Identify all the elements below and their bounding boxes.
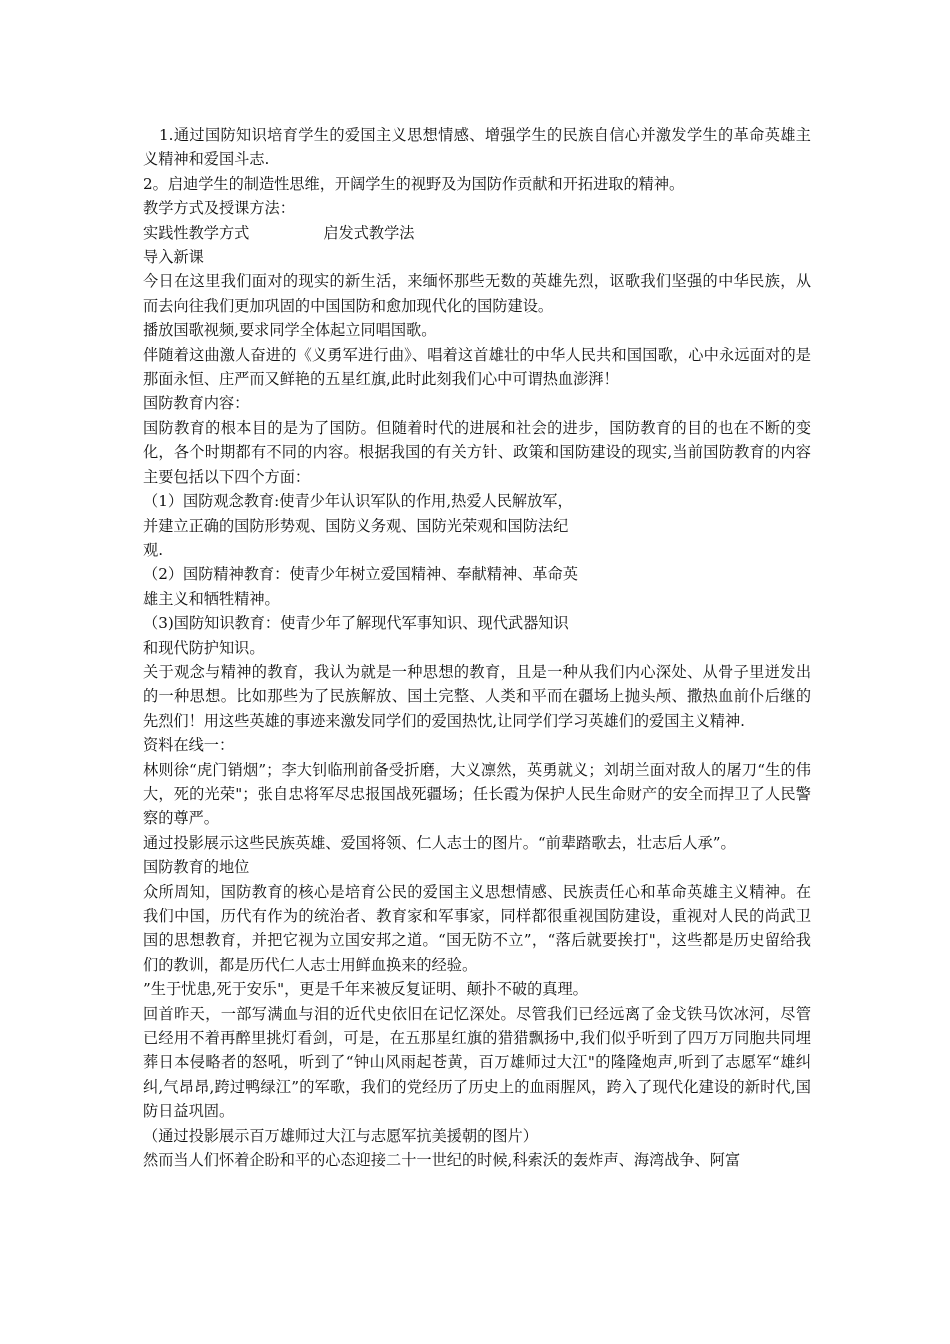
item-2-line-1: （2）国防精神教育：使青少年树立爱国精神、奉献精神、革命英	[143, 565, 578, 584]
history-paragraph: 回首昨天，一部写满血与泪的近代史依旧在记忆深处。尽管我们已经远离了金戈铁马饮冰河，尽管已经用不着再醉里挑灯看剑，可是，在五那星红旗的猎猎飘扬中,我们似乎听到了四万万同胞共同埋葬日本侵略者的怒吼，听到了“钟山风雨起苍黄，百万雄师过大江"的隆隆炮声,听到了志愿军“雄纠纠,气昂昂,跨过鸭绿江”的军歌，我们的党经历了历史上的血雨腥风，跨入了现代化建设的新时代,国防日益巩固。	[143, 1004, 811, 1121]
closing-paragraph: 然而当人们怀着企盼和平的心态迎接二十一世纪的时候,科索沃的轰炸声、海湾战争、阿富	[143, 1151, 741, 1170]
item-1-line-3: 观.	[143, 540, 164, 559]
teaching-methods-line	[143, 221, 811, 245]
item-2-line-2: 雄主义和牺牲精神。	[143, 589, 280, 608]
teaching-methods-heading: 教学方式及授课方法：	[143, 199, 295, 218]
content-heading: 国防教育内容：	[143, 394, 250, 413]
heroes-paragraph: 林则徐“虎门销烟”；李大钊临刑前备受折磨，大义凛然，英勇就义；刘胡兰面对敌人的屠刀“生的伟大，死的光荣"；张自忠将军尽忠报国战死疆场；任长霞为保护人民生命财产的安全而捍卫了人民警察的尊严。	[143, 760, 811, 828]
item-3-line-1: （3)国防知识教育：使青少年了解现代军事知识、现代武器知识	[143, 614, 569, 633]
ideology-paragraph: 关于观念与精神的教育，我认为就是一种思想的教育，且是一种从我们内心深处、从骨子里迸发出的一种思想。比如那些为了民族解放、国土完整、人类和平而在疆场上抛头颅、撒热血前仆后继的先烈们！用这些英雄的事迹来激发同学们的爱国热忱,让同学们学习英雄们的爱国主义精神.	[143, 662, 811, 730]
anthem-instruction: 播放国歌视频,要求同学全体起立同唱国歌。	[143, 321, 437, 340]
method-practical: 实践性教学方式	[143, 223, 250, 242]
intro-paragraph: 今日在这里我们面对的现实的新生活，来缅怀那些无数的英雄先烈，讴歌我们坚强的中华民族，从而去向往我们更加巩固的中国国防和愈加现代化的国防建设。	[143, 272, 811, 315]
projection-note: （通过投影展示百万雄师过大江与志愿军抗美援朝的图片）	[143, 1126, 538, 1145]
status-heading: 国防教育的地位	[143, 858, 250, 877]
goal-paragraph-2: 2。启迪学生的制造性思维，开阔学生的视野及为国防作贡献和开拓进取的精神。	[143, 174, 685, 193]
resource-heading: 资料在线一：	[143, 736, 235, 755]
document-body	[143, 123, 811, 1172]
status-paragraph: 众所周知，国防教育的核心是培育公民的爱国主义思想情感、民族责任心和革命英雄主义精神。在我们中国，历代有作为的统治者、教育家和军事家，同样都很重视国防建设，重视对人民的尚武卫国的思想教育，并把它视为立国安邦之道。“国无防不立”，“落后就要挨打"，这些都是历史留给我们的教训，都是历代仁人志士用鲜血换来的经验。	[143, 882, 811, 974]
goal-paragraph-1: 1.通过国防知识培育学生的爱国主义思想情感、增强学生的民族自信心并激发学生的革命英雄主义精神和爱国斗志.	[143, 126, 811, 169]
anthem-paragraph: 伴随着这曲激人奋进的《义勇军进行曲》、唱着这首雄壮的中华人民共和国国歌，心中永远面对的是那面永恒、庄严而又鲜艳的五星红旗,此时此刻我们心中可谓热血澎湃！	[143, 345, 811, 389]
method-heuristic: 启发式教学法	[323, 223, 415, 242]
item-1-line-2: 并建立正确的国防形势观、国防义务观、国防光荣观和国防法纪	[143, 516, 569, 535]
item-3-line-2: 和现代防护知识。	[143, 638, 265, 657]
proverb-paragraph: ”生于忧患,死于安乐"，更是千年来被反复证明、颠扑不破的真理。	[143, 980, 588, 999]
intro-heading: 导入新课	[143, 248, 204, 267]
projection-paragraph: 通过投影展示这些民族英雄、爱国将领、仁人志士的图片。“前辈踏歌去，壮志后人承”。	[143, 833, 736, 852]
item-1-line-1: （1）国防观念教育:使青少年认识军队的作用,热爱人民解放军，	[143, 492, 573, 511]
content-paragraph: 国防教育的根本目的是为了国防。但随着时代的进展和社会的进步，国防教育的目的也在不断的变化，各个时期都有不同的内容。根据我国的有关方针、政策和国防建设的现实,当前国防教育的内容主要包括以下四个方面：	[143, 418, 811, 486]
